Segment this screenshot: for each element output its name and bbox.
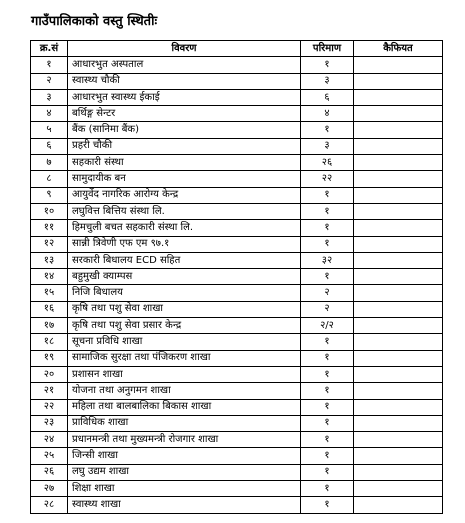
cell-description: प्रधानमन्त्री तथा मुख्यमन्त्री रोजगार शाखा	[68, 432, 301, 448]
cell-description: शिक्षा शाखा	[68, 481, 301, 497]
column-header-quantity: परिमाण	[301, 41, 354, 57]
cell-quantity: २	[301, 285, 354, 301]
cell-description: सामुदायीक बन	[68, 171, 301, 187]
cell-serial-number: ११	[31, 220, 68, 236]
inventory-table	[30, 40, 443, 514]
table-row	[31, 285, 443, 301]
cell-quantity: ३२	[301, 252, 354, 268]
cell-quantity: १	[301, 203, 354, 219]
cell-description: आधारभुत स्वास्थ्य ईकाई	[68, 89, 301, 105]
cell-serial-number: २७	[31, 481, 68, 497]
cell-remarks	[354, 399, 443, 415]
cell-quantity: १	[301, 187, 354, 203]
cell-serial-number: ७	[31, 155, 68, 171]
cell-remarks	[354, 220, 443, 236]
cell-quantity: १	[301, 464, 354, 480]
cell-quantity: १	[301, 334, 354, 350]
cell-serial-number: २४	[31, 432, 68, 448]
cell-serial-number: ३	[31, 89, 68, 105]
cell-quantity: १	[301, 432, 354, 448]
cell-quantity: ३	[301, 73, 354, 89]
cell-remarks	[354, 122, 443, 138]
cell-serial-number: १३	[31, 252, 68, 268]
cell-remarks	[354, 366, 443, 382]
cell-description: बर्थिङ्ग सेन्टर	[68, 106, 301, 122]
cell-serial-number: ९	[31, 187, 68, 203]
cell-remarks	[354, 252, 443, 268]
cell-serial-number: १८	[31, 334, 68, 350]
cell-remarks	[354, 203, 443, 219]
cell-quantity: १	[301, 366, 354, 382]
cell-remarks	[354, 187, 443, 203]
cell-description: बैंक (सानिमा बैंक)	[68, 122, 301, 138]
cell-quantity: १	[301, 57, 354, 73]
cell-quantity: २	[301, 301, 354, 317]
cell-description: आधारभुत अस्पताल	[68, 57, 301, 73]
table-row	[31, 236, 443, 252]
cell-remarks	[354, 138, 443, 154]
cell-description: आयुर्वेद नागरिक आरोग्य केन्द्र	[68, 187, 301, 203]
cell-serial-number: २३	[31, 415, 68, 431]
cell-serial-number: १६	[31, 301, 68, 317]
cell-description: हिमचुली बचत सहकारी संस्था लि.	[68, 220, 301, 236]
column-header-description: विवरण	[68, 41, 301, 57]
cell-quantity: १	[301, 481, 354, 497]
cell-serial-number: ८	[31, 171, 68, 187]
cell-serial-number: १	[31, 57, 68, 73]
table-row	[31, 57, 443, 73]
cell-quantity: १	[301, 350, 354, 366]
cell-serial-number: २८	[31, 497, 68, 513]
cell-quantity: १	[301, 399, 354, 415]
cell-description: लघु उद्यम शाखा	[68, 464, 301, 480]
table-row	[31, 366, 443, 382]
cell-remarks	[354, 73, 443, 89]
cell-serial-number: २	[31, 73, 68, 89]
cell-serial-number: १७	[31, 318, 68, 334]
table-row	[31, 73, 443, 89]
cell-description: स्वास्थ्य चौकी	[68, 73, 301, 89]
cell-remarks	[354, 464, 443, 480]
cell-serial-number: १५	[31, 285, 68, 301]
cell-quantity: ६	[301, 89, 354, 105]
column-header-remarks: कैफियत	[354, 41, 443, 57]
cell-description: प्राविधिक शाखा	[68, 415, 301, 431]
cell-quantity: २/२	[301, 318, 354, 334]
cell-description: प्रहरी चौकी	[68, 138, 301, 154]
table-row	[31, 318, 443, 334]
cell-remarks	[354, 285, 443, 301]
table-row	[31, 350, 443, 366]
cell-description: निजि बिधालय	[68, 285, 301, 301]
cell-remarks	[354, 106, 443, 122]
table-row	[31, 122, 443, 138]
cell-serial-number: ६	[31, 138, 68, 154]
table-row	[31, 497, 443, 513]
cell-remarks	[354, 57, 443, 73]
cell-description: सरकारी बिधालय ECD सहित	[68, 252, 301, 268]
table-row	[31, 301, 443, 317]
table-row	[31, 481, 443, 497]
cell-description: जिन्सी शाखा	[68, 448, 301, 464]
cell-remarks	[354, 171, 443, 187]
cell-description: सूचना प्रविधि शाखा	[68, 334, 301, 350]
cell-remarks	[354, 155, 443, 171]
cell-description: सान्नी त्रिवेणी एफ एम ९७.१	[68, 236, 301, 252]
table-header-row	[31, 41, 443, 57]
cell-description: महिला तथा बालबालिका बिकास शाखा	[68, 399, 301, 415]
cell-serial-number: २२	[31, 399, 68, 415]
table-row	[31, 187, 443, 203]
table-row	[31, 252, 443, 268]
cell-remarks	[354, 497, 443, 513]
cell-remarks	[354, 334, 443, 350]
cell-description: कृषि तथा पशु सेवा प्रसार केन्द्र	[68, 318, 301, 334]
cell-serial-number: २५	[31, 448, 68, 464]
cell-quantity: १	[301, 220, 354, 236]
table-row	[31, 269, 443, 285]
table-row	[31, 171, 443, 187]
cell-serial-number: ४	[31, 106, 68, 122]
table-row	[31, 155, 443, 171]
table-row	[31, 138, 443, 154]
cell-description: लघुवित्त बित्तिय संस्था लि.	[68, 203, 301, 219]
table-row	[31, 399, 443, 415]
cell-serial-number: १४	[31, 269, 68, 285]
table-row	[31, 464, 443, 480]
cell-remarks	[354, 383, 443, 399]
cell-serial-number: २६	[31, 464, 68, 480]
cell-serial-number: ५	[31, 122, 68, 138]
column-header-serial-number: क्र.सं	[31, 41, 68, 57]
cell-remarks	[354, 481, 443, 497]
table-row	[31, 448, 443, 464]
cell-serial-number: १९	[31, 350, 68, 366]
cell-description: योजना तथा अनुगमन शाखा	[68, 383, 301, 399]
cell-serial-number: २०	[31, 366, 68, 382]
cell-quantity: २२	[301, 171, 354, 187]
cell-quantity: १	[301, 448, 354, 464]
cell-remarks	[354, 89, 443, 105]
cell-description: प्रशासन शाखा	[68, 366, 301, 382]
cell-quantity: २६	[301, 155, 354, 171]
cell-description: स्वास्थ्य शाखा	[68, 497, 301, 513]
table-row	[31, 106, 443, 122]
table-row	[31, 334, 443, 350]
table-row	[31, 203, 443, 219]
cell-remarks	[354, 269, 443, 285]
cell-remarks	[354, 432, 443, 448]
cell-serial-number: २१	[31, 383, 68, 399]
cell-quantity: ३	[301, 138, 354, 154]
cell-remarks	[354, 448, 443, 464]
cell-description: सहकारी संस्था	[68, 155, 301, 171]
cell-quantity: १	[301, 122, 354, 138]
cell-remarks	[354, 236, 443, 252]
cell-serial-number: १२	[31, 236, 68, 252]
cell-remarks	[354, 415, 443, 431]
cell-quantity: १	[301, 497, 354, 513]
cell-serial-number: १०	[31, 203, 68, 219]
cell-quantity: १	[301, 236, 354, 252]
table-row	[31, 432, 443, 448]
cell-quantity: १	[301, 269, 354, 285]
cell-remarks	[354, 301, 443, 317]
table-body	[31, 57, 443, 513]
cell-remarks	[354, 350, 443, 366]
cell-description: बहुमुखी क्याम्पस	[68, 269, 301, 285]
table-row	[31, 220, 443, 236]
cell-quantity: ४	[301, 106, 354, 122]
cell-remarks	[354, 318, 443, 334]
page-title: गाउँपालिकाको वस्तु स्थितीः	[31, 14, 158, 29]
cell-quantity: १	[301, 383, 354, 399]
table-row	[31, 89, 443, 105]
cell-description: कृषि तथा पशु सेवा शाखा	[68, 301, 301, 317]
table-row	[31, 383, 443, 399]
table-row	[31, 415, 443, 431]
cell-quantity: १	[301, 415, 354, 431]
cell-description: सामाजिक सुरक्षा तथा पंजिकरण शाखा	[68, 350, 301, 366]
